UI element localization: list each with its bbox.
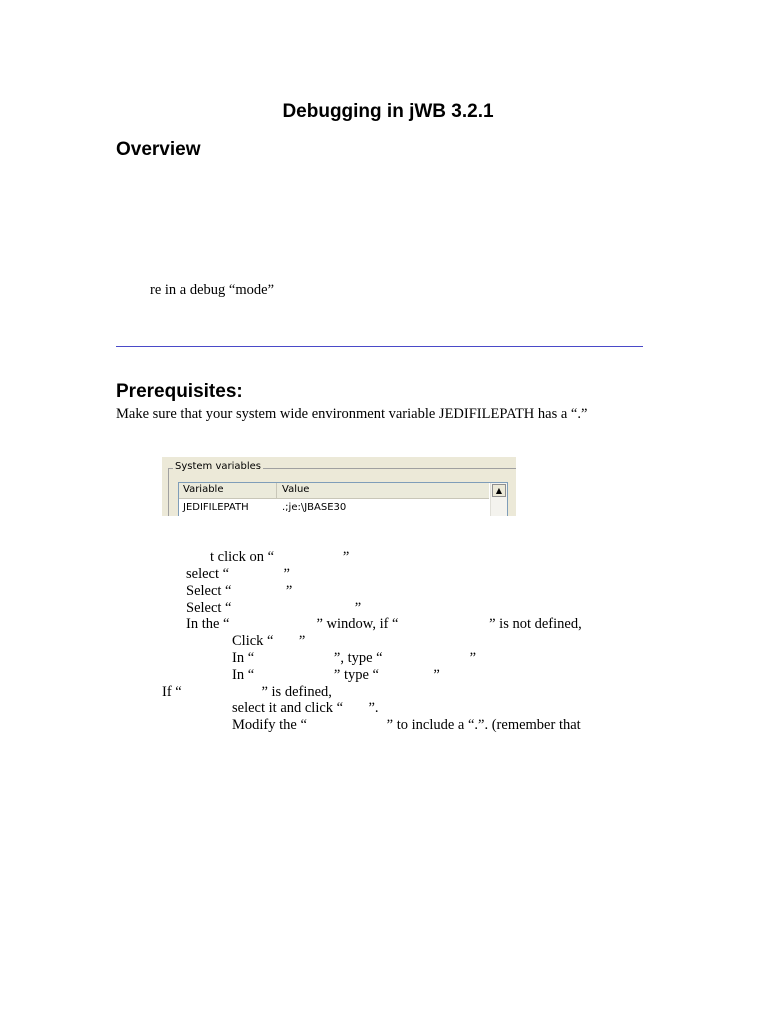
step-line: select it and click “ ”.	[232, 700, 379, 716]
document-title: Debugging in jWB 3.2.1	[282, 101, 494, 122]
scroll-up-arrow-icon: ▲	[492, 484, 506, 497]
step-line: Select “ ”	[186, 600, 362, 616]
list-scrollbar	[490, 483, 507, 516]
column-separator	[276, 483, 277, 498]
step-line: In the “ ” window, if “ ” is not defined,	[186, 616, 582, 632]
step-line: In “ ” type “ ”	[232, 667, 440, 683]
overview-heading: Overview	[116, 139, 201, 160]
step-line: Select “ ”	[186, 583, 293, 599]
overview-text: re in a debug “mode”	[150, 282, 275, 298]
step-line: Click “ ”	[232, 633, 306, 649]
step-line: Modify the “ ” to include a “.”. (remember that	[232, 717, 581, 733]
variables-list	[178, 482, 508, 516]
step-line: t click on “ ”	[210, 549, 350, 565]
prerequisites-heading: Prerequisites:	[116, 381, 243, 402]
system-variables-screenshot	[162, 457, 516, 516]
prerequisites-text: Make sure that your system wide environment variable JEDIFILEPATH has a “.”	[116, 406, 588, 422]
variable-value-cell: .;je:\JBASE30	[282, 502, 347, 513]
column-header-value: Value	[282, 484, 310, 495]
column-header-variable: Variable	[183, 484, 224, 495]
step-line: In “ ”, type “ ”	[232, 650, 477, 666]
horizontal-rule	[116, 346, 643, 347]
step-line: select “ ”	[186, 566, 290, 582]
group-label: System variables	[175, 461, 262, 472]
step-line: If “ ” is defined,	[162, 684, 332, 700]
list-header	[179, 483, 489, 499]
variable-name-cell: JEDIFILEPATH	[183, 502, 249, 513]
